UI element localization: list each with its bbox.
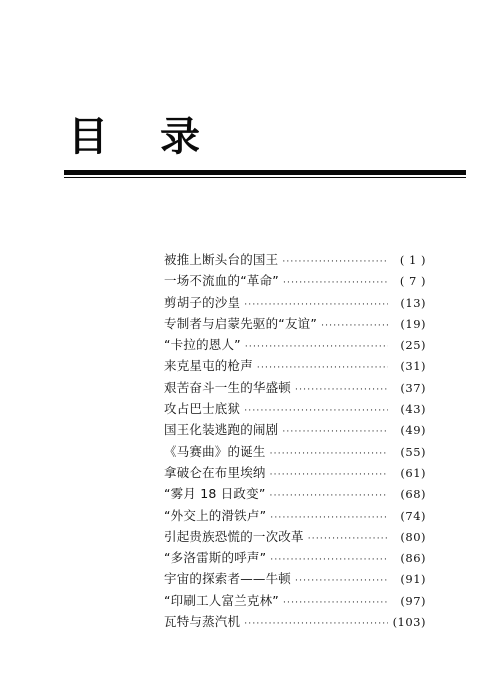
toc-entry-page: ( 7 ) [399,274,426,289]
toc-entry[interactable] [164,526,426,547]
toc-entry-page: (55) [400,444,426,459]
toc-entry[interactable] [164,590,426,611]
title-char-2: 录 [160,114,200,160]
toc-entry-page: (19) [400,316,426,331]
toc-entry[interactable] [164,355,426,376]
toc-entry-page: (86) [400,551,426,566]
toc-entry-title: 艰苦奋斗一生的华盛顿 [164,379,292,395]
title-rule-thin [64,177,466,178]
toc-entry[interactable] [164,462,426,483]
toc-entry-title: 拿破仑在布里埃纳 [164,464,266,480]
toc-entry[interactable] [164,334,426,355]
toc-entry[interactable] [164,441,426,462]
toc-entry[interactable] [164,611,426,632]
toc-entry-title: 宇宙的探索者——牛顿 [164,571,292,587]
toc-entry[interactable] [164,313,426,334]
toc-dot-leader [245,337,388,358]
toc-entry-page: (74) [400,508,426,523]
toc-entry-page: (103) [392,615,426,630]
toc-dot-leader [321,316,388,337]
toc-entry-page: (25) [400,338,426,353]
toc-entry-page: (61) [400,465,426,480]
toc-entry[interactable] [164,547,426,568]
toc-entry[interactable] [164,249,426,270]
toc-entry-page: ( 1 ) [399,253,426,267]
toc-entry[interactable] [164,568,426,589]
toc-entry-title: 专制者与启蒙先驱的“友谊” [164,315,318,331]
toc-entry-title: 瓦特与蒸汽机 [164,614,241,630]
toc-entry[interactable] [164,505,426,526]
toc-entry[interactable] [164,292,426,313]
table-of-contents [164,249,426,632]
toc-dot-leader [270,486,388,507]
page-title [0,112,504,162]
toc-dot-leader [282,422,388,443]
toc-entry-title: 国王化装逃跑的闹剧 [164,422,279,438]
toc-entry-title: “外交上的滑铁卢” [164,507,267,523]
toc-entry-page: (37) [400,380,426,395]
toc-dot-leader [270,465,388,486]
toc-entry-page: (49) [400,423,426,438]
toc-dot-leader [282,252,388,273]
title-rule-thick [64,170,466,175]
toc-entry-title: “卡拉的恩人” [164,337,241,353]
toc-dot-leader [295,571,388,592]
toc-entry-title: “多洛雷斯的呼声” [164,550,267,566]
toc-entry-page: (31) [400,359,426,374]
toc-entry[interactable] [164,270,426,291]
toc-entry[interactable] [164,398,426,419]
toc-entry[interactable] [164,483,426,504]
toc-entry-page: (13) [400,295,426,310]
toc-entry-title: 攻占巴士底狱 [164,401,241,417]
toc-dot-leader [308,529,388,550]
toc-entry-title: 一场不流血的“革命” [164,273,279,289]
toc-entry-title: 《马赛曲》的诞生 [164,443,266,459]
toc-dot-leader [283,593,388,614]
toc-entry-title: “印刷工人富兰克林” [164,592,279,608]
toc-entry-page: (80) [400,529,426,544]
toc-dot-leader [295,380,388,401]
toc-entry-page: (68) [400,487,426,502]
toc-dot-leader [244,614,388,635]
toc-entry-title: 引起贵族恐慌的一次改革 [164,528,304,544]
toc-dot-leader [283,273,388,294]
title-char-1: 目 [68,114,108,160]
toc-dot-leader [270,444,388,465]
toc-entry-title: 剪胡子的沙皇 [164,294,241,310]
toc-entry-title: 来克星屯的枪声 [164,358,253,374]
toc-entry[interactable] [164,419,426,440]
toc-entry-title: 被推上断头台的国王 [164,252,279,267]
toc-entry-page: (97) [400,593,426,608]
toc-entry-title: “雾月 18 日政变” [164,486,266,502]
toc-entry-page: (43) [400,402,426,417]
toc-entry-page: (91) [400,572,426,587]
toc-entry[interactable] [164,377,426,398]
